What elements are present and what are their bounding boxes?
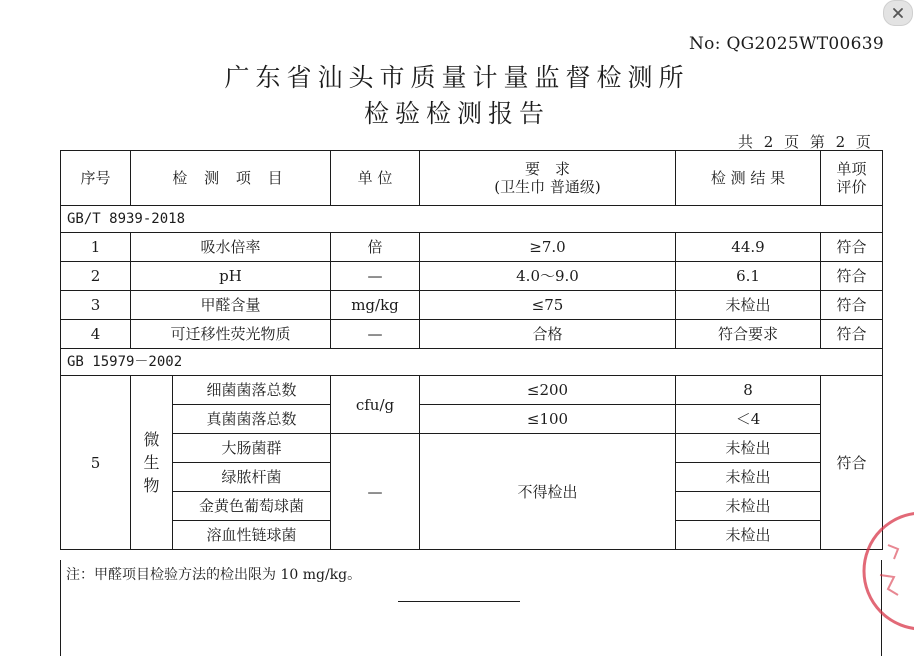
- requirement-cell: 4.0～9.0: [420, 262, 676, 291]
- requirement-cell: ≤100: [420, 405, 676, 434]
- item-cell: 大肠菌群: [173, 434, 331, 463]
- seal-stamp-icon: [858, 505, 914, 635]
- result-cell: 未检出: [676, 521, 821, 550]
- table-row: [61, 262, 883, 291]
- unit-cell: cfu/g: [331, 376, 420, 434]
- item-cell: 细菌菌落总数: [173, 376, 331, 405]
- header-eval-line1: 单项: [836, 160, 867, 178]
- table-row: [61, 233, 883, 262]
- report-title: 检验检测报告: [363, 99, 550, 128]
- header-req-line1: 要 求: [524, 160, 570, 178]
- table-row: [61, 434, 883, 463]
- group-cell: [131, 376, 173, 550]
- unit-cell: —: [331, 320, 420, 349]
- section-row: [61, 206, 883, 233]
- unit-cell: 倍: [331, 233, 420, 262]
- institute-title: 广东省汕头市质量计量监督检测所: [224, 63, 690, 92]
- header-seq: 序号: [61, 151, 131, 206]
- item-cell: 金黄色葡萄球菌: [173, 492, 331, 521]
- seq-cell: 5: [61, 376, 131, 550]
- seq-cell: 3: [61, 291, 131, 320]
- unit-cell: mg/kg: [331, 291, 420, 320]
- footnote: 注：甲醛项目检验方法的检出限为 10 mg/kg。: [66, 567, 362, 583]
- result-cell: 未检出: [676, 463, 821, 492]
- evaluation-cell: 符合: [821, 320, 883, 349]
- requirement-cell: 合格: [420, 320, 676, 349]
- item-cell: 真菌菌落总数: [173, 405, 331, 434]
- header-req-line2: (卫生巾 普通级): [494, 178, 601, 196]
- close-icon: [891, 6, 905, 20]
- standard-label: GB/T 8939-2018: [61, 206, 883, 233]
- footnote-divider: [398, 601, 520, 602]
- group-label: [144, 428, 160, 497]
- table-row: [61, 405, 883, 434]
- seq-cell: 4: [61, 320, 131, 349]
- header-eval-line2: 评价: [836, 178, 867, 196]
- header-result: 检 测 结 果: [676, 151, 821, 206]
- seq-cell: 2: [61, 262, 131, 291]
- header-requirement: [420, 151, 676, 206]
- result-cell: 44.9: [676, 233, 821, 262]
- header-item: 检 测 项 目: [131, 151, 331, 206]
- table-row: [61, 376, 883, 405]
- unit-cell: —: [331, 262, 420, 291]
- requirement-cell: ≥7.0: [420, 233, 676, 262]
- item-cell: 绿脓杆菌: [173, 463, 331, 492]
- requirement-cell: 不得检出: [420, 434, 676, 550]
- evaluation-cell: 符合: [821, 233, 883, 262]
- table-header: [61, 151, 883, 206]
- group-char: 物: [143, 476, 160, 495]
- item-cell: 可迁移性荧光物质: [131, 320, 331, 349]
- table-row: [61, 291, 883, 320]
- result-cell: 8: [676, 376, 821, 405]
- result-cell: 符合要求: [676, 320, 821, 349]
- report-number: No: QG2025WT00639: [689, 34, 885, 54]
- result-cell: 未检出: [676, 434, 821, 463]
- requirement-cell: ≤200: [420, 376, 676, 405]
- table-border-left: [60, 560, 61, 656]
- item-cell: 溶血性链球菌: [173, 521, 331, 550]
- result-cell: ＜4: [676, 405, 821, 434]
- test-results-table: [60, 150, 883, 550]
- table-row: [61, 320, 883, 349]
- evaluation-cell: 符合: [821, 291, 883, 320]
- seq-cell: 1: [61, 233, 131, 262]
- evaluation-cell: 符合: [821, 376, 883, 550]
- section-row: [61, 349, 883, 376]
- item-cell: pH: [131, 262, 331, 291]
- header-evaluation: [821, 151, 883, 206]
- evaluation-cell: 符合: [821, 262, 883, 291]
- item-cell: 甲醛含量: [131, 291, 331, 320]
- result-cell: 6.1: [676, 262, 821, 291]
- standard-label: GB 15979－2002: [61, 349, 883, 376]
- header-unit: 单 位: [331, 151, 420, 206]
- page-info: 共 2 页 第 2 页: [738, 133, 872, 151]
- group-char: 生: [143, 453, 160, 472]
- requirement-cell: ≤75: [420, 291, 676, 320]
- unit-cell: —: [331, 434, 420, 550]
- item-cell: 吸水倍率: [131, 233, 331, 262]
- close-button[interactable]: [883, 0, 913, 26]
- result-cell: 未检出: [676, 492, 821, 521]
- result-cell: 未检出: [676, 291, 821, 320]
- group-char: 微: [143, 430, 160, 449]
